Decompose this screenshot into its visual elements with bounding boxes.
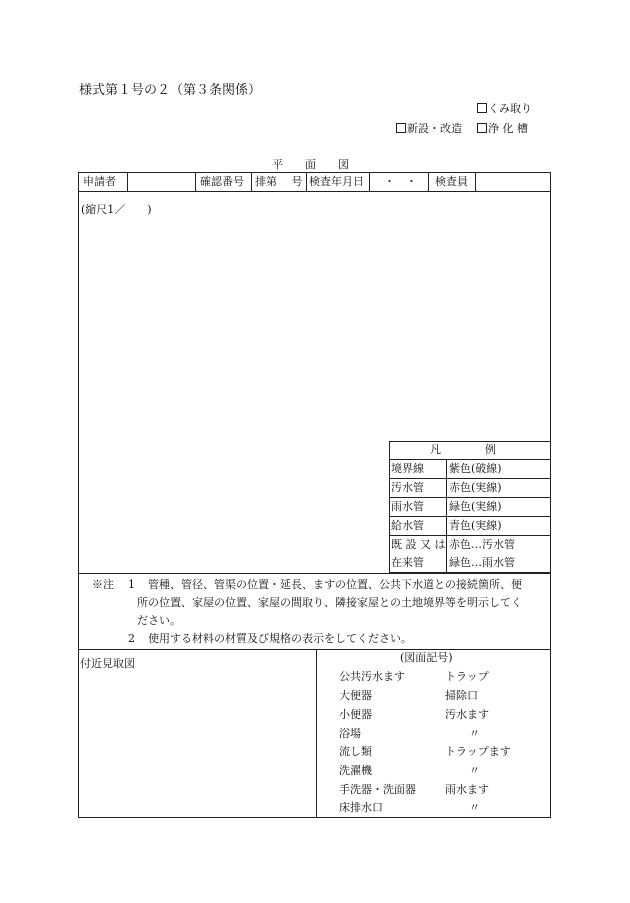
note-1-line: 所の位置、家屋の位置、家屋の間取り、隣接家屋との土地境界等を明示してく — [137, 596, 522, 609]
notes-top-divider — [78, 573, 551, 574]
symbol-left: 床排水口 — [339, 801, 383, 814]
drain-number: 排第 号 — [255, 175, 303, 188]
symbol-right: 汚水ます — [445, 708, 489, 721]
legend-divider — [389, 497, 551, 498]
inspect-date-value[interactable]: ・ ・ — [384, 175, 417, 188]
symbol-right: 〃 — [469, 727, 480, 740]
col-divider — [369, 172, 370, 191]
col-divider — [195, 172, 196, 191]
checkbox-box-icon — [477, 103, 487, 113]
legend-desc: 赤色…汚水管 — [449, 538, 515, 551]
bottom-top-divider — [78, 649, 551, 650]
legend-desc: 赤色(実線) — [449, 481, 502, 494]
inspector-label: 検査員 — [435, 175, 468, 188]
plan-title: 平 面 図 — [272, 158, 349, 171]
symbol-left: 公共汚水ます — [339, 670, 405, 683]
legend-name: 汚水管 — [391, 481, 424, 494]
inspect-date-label: 検査年月日 — [309, 175, 364, 188]
legend-divider — [389, 535, 551, 536]
symbol-right: 〃 — [469, 764, 480, 777]
col-divider — [428, 172, 429, 191]
row-divider — [78, 191, 551, 192]
applicant-label: 申請者 — [83, 175, 116, 188]
legend-name: 境界線 — [391, 462, 424, 475]
note-1-line: 管種、管径、管渠の位置・延長、ますの位置、公共下水道との接続箇所、便 — [148, 578, 522, 591]
legend-name: 雨水管 — [391, 500, 424, 513]
checkbox-shinsetsu[interactable] — [396, 120, 462, 136]
legend-name: 給水管 — [391, 519, 424, 532]
symbol-right: 雨水ます — [445, 783, 489, 796]
col-divider — [306, 172, 307, 191]
legend-desc: 紫色(破線) — [449, 462, 502, 475]
symbol-right: 掃除口 — [445, 689, 478, 702]
symbol-left: 手洗器・洗面器 — [339, 783, 416, 796]
checkbox-jokaso-label: 浄 化 槽 — [488, 122, 528, 135]
legend-divider — [389, 478, 551, 479]
symbol-right: トラップ — [445, 670, 489, 683]
notes-label: ※注 — [92, 578, 114, 591]
form-number: 様式第１号の２（第３条関係） — [79, 83, 262, 98]
col-divider — [251, 172, 252, 191]
legend-desc: 緑色…雨水管 — [449, 556, 515, 569]
legend-col-divider — [446, 459, 447, 573]
legend-name: 在来管 — [391, 556, 424, 569]
symbol-left: 流し類 — [339, 745, 372, 758]
checkbox-kumitori[interactable] — [477, 100, 532, 116]
applicant-field[interactable] — [128, 173, 194, 190]
legend-name: 既 設 又 は — [391, 538, 446, 551]
symbol-right: 〃 — [469, 801, 480, 814]
legend-divider — [389, 459, 551, 460]
legend-desc: 青色(実線) — [449, 519, 502, 532]
checkbox-kumitori-label: くみ取り — [488, 102, 532, 115]
vicinity-map-label: 付近見取図 — [80, 657, 135, 670]
note-1-line: ださい。 — [137, 614, 181, 627]
bottom-col-divider — [316, 649, 317, 818]
checkbox-box-icon — [477, 123, 487, 133]
checkbox-jokaso[interactable] — [477, 120, 528, 136]
checkbox-shinsetsu-label: 新設・改造 — [407, 122, 462, 135]
note-2-text: 使用する材料の材質及び規格の表示をしてください。 — [148, 632, 412, 645]
symbol-left: 洗濯機 — [339, 764, 372, 777]
note-2-number: 2 — [128, 632, 135, 645]
checkbox-box-icon — [396, 123, 406, 133]
symbol-left: 浴場 — [339, 727, 361, 740]
legend-title: 凡 例 — [430, 443, 496, 456]
inspector-field[interactable] — [476, 173, 550, 190]
note-1-number: 1 — [128, 578, 135, 591]
symbol-left: 小便器 — [339, 708, 372, 721]
legend-desc: 緑色(実線) — [449, 500, 502, 513]
scale-label: (縮尺1／ ) — [81, 203, 152, 216]
symbol-left: 大便器 — [339, 689, 372, 702]
symbol-right: トラップます — [445, 745, 511, 758]
confirm-label: 確認番号 — [200, 175, 244, 188]
legend-divider — [389, 516, 551, 517]
symbols-title: (図面記号) — [400, 651, 453, 664]
